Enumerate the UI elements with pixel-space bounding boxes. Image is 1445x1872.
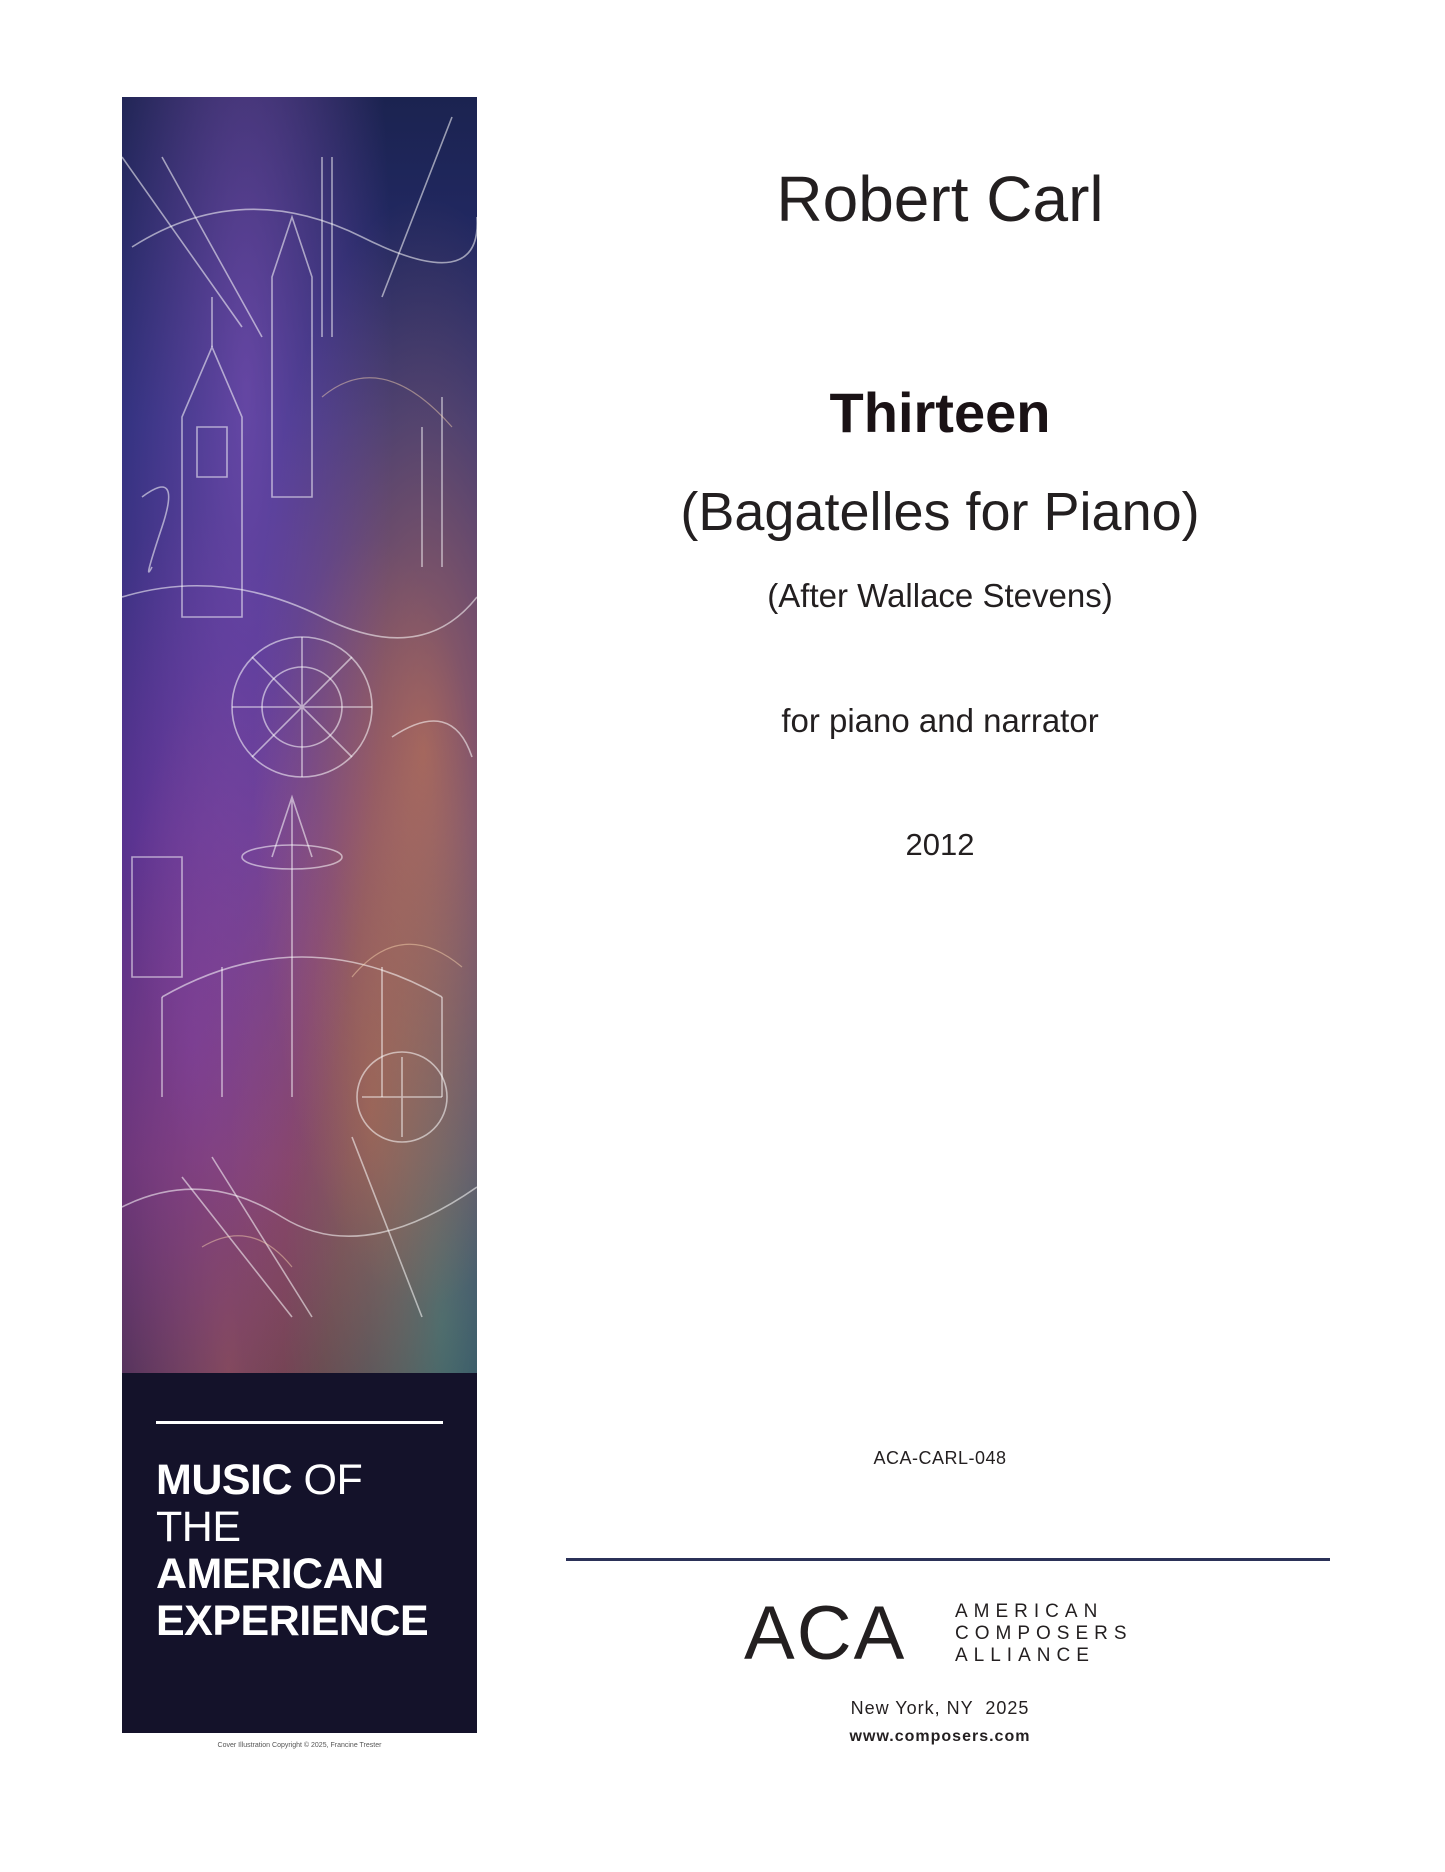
- work-dedication: (After Wallace Stevens): [767, 577, 1113, 614]
- publisher-name-line: COMPOSERS: [955, 1623, 1133, 1644]
- catalog-number: ACA-CARL-048: [873, 1448, 1007, 1468]
- series-title-line2: AMERICAN: [156, 1550, 384, 1598]
- publisher-name: [955, 1601, 1133, 1667]
- publisher-name-line: ALLIANCE: [955, 1645, 1095, 1666]
- composer-name: Robert Carl: [776, 163, 1104, 235]
- series-title-line3: EXPERIENCE: [156, 1597, 429, 1645]
- publisher-city-year: New York, NY 2025: [850, 1698, 1030, 1718]
- publisher-website[interactable]: www.composers.com: [849, 1728, 1031, 1745]
- work-subtitle: (Bagatelles for Piano): [680, 482, 1200, 542]
- series-title-line1-light: OF THE: [156, 1456, 363, 1551]
- work-title: Thirteen: [829, 381, 1051, 444]
- banner-rule: [156, 1421, 443, 1424]
- city-sketch-illustration: [122, 97, 477, 1397]
- divider-rule: [566, 1558, 1330, 1561]
- series-title-line1-bold: MUSIC: [156, 1456, 293, 1504]
- publisher-name-line: AMERICAN: [955, 1601, 1104, 1622]
- instrumentation: for piano and narrator: [781, 702, 1099, 739]
- series-title: [156, 1457, 446, 1645]
- aca-logo: ACA: [744, 1591, 907, 1676]
- illustration-credit: Cover Illustration Copyright © 2025, Francine Trester: [217, 1742, 382, 1749]
- cover-illustration-banner: [122, 97, 477, 1733]
- composition-year: 2012: [905, 827, 975, 862]
- banner-title-block: [122, 1373, 477, 1733]
